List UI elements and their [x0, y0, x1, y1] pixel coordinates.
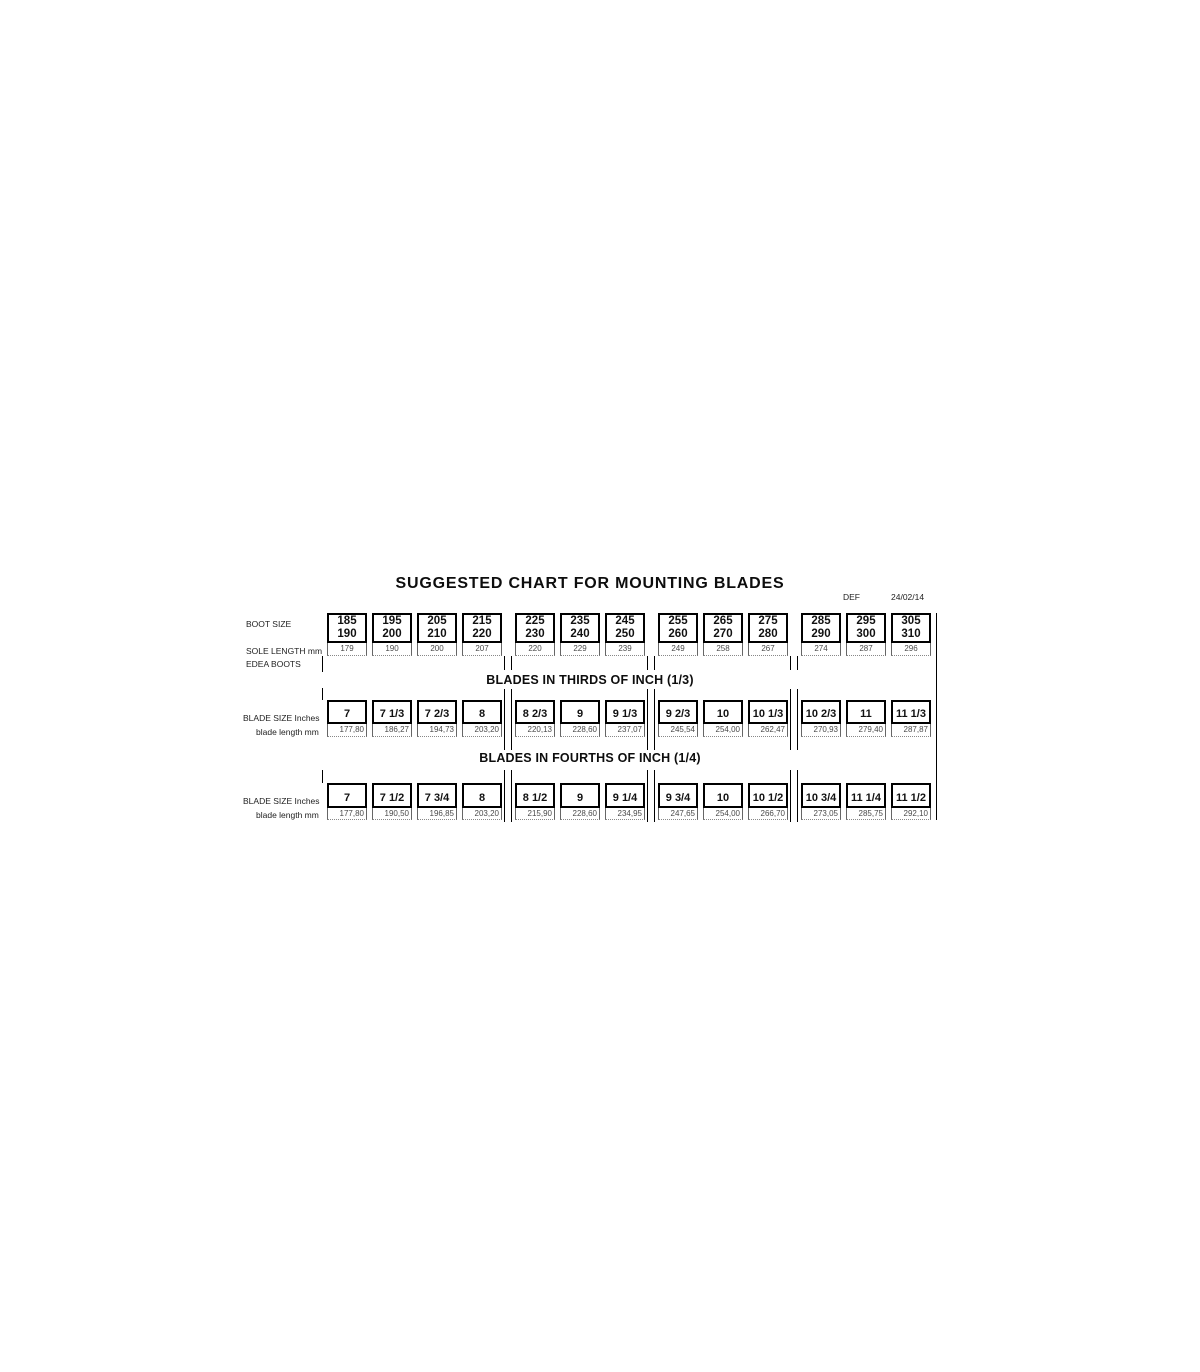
sole-length-cell: 258: [703, 643, 743, 656]
blade-size-cell-fourths: 7 3/4: [417, 783, 457, 808]
blade-length-cell-thirds: 287,87: [891, 724, 931, 737]
boot-size-cell: [372, 613, 412, 643]
group-divider-line: [797, 689, 798, 750]
blade-length-cell-fourths: 273,05: [801, 808, 841, 820]
blade-size-cell-thirds: 7 2/3: [417, 700, 457, 724]
group-divider-line: [511, 656, 512, 670]
boot-size-cell: [462, 613, 502, 643]
boot-size-top: 285: [811, 615, 831, 627]
boot-size-bottom: 280: [758, 628, 778, 640]
group-divider-line: [790, 770, 791, 822]
boot-size-top: 235: [570, 615, 590, 627]
boot-size-bottom: 190: [337, 628, 357, 640]
boot-size-top: 305: [901, 615, 921, 627]
blade-length-cell-thirds: 279,40: [846, 724, 886, 737]
blade-length-row-label-thirds: blade length mm: [256, 727, 319, 737]
blade-length-cell-thirds: 194,73: [417, 724, 457, 737]
boot-size-bottom: 250: [615, 628, 635, 640]
blade-size-cell-fourths: 10 1/2: [748, 783, 788, 808]
blade-size-cell-fourths: 7: [327, 783, 367, 808]
sole-length-cell: 179: [327, 643, 367, 656]
blade-length-cell-fourths: 266,70: [748, 808, 788, 820]
sole-length-cell: 200: [417, 643, 457, 656]
blade-length-cell-fourths: 234,95: [605, 808, 645, 820]
page-title: SUGGESTED CHART FOR MOUNTING BLADES: [395, 575, 785, 592]
blade-size-cell-thirds: 9 2/3: [658, 700, 698, 724]
blade-size-cell-fourths: 7 1/2: [372, 783, 412, 808]
blade-size-cell-fourths: 10 3/4: [801, 783, 841, 808]
group-divider-line: [511, 770, 512, 822]
blade-size-row-label-fourths: BLADE SIZE Inches: [243, 796, 320, 806]
boot-size-cell: [327, 613, 367, 643]
blade-size-cell-fourths: 11 1/4: [846, 783, 886, 808]
boot-size-bottom: 270: [713, 628, 733, 640]
edea-boots-row-label: EDEA BOOTS: [246, 659, 301, 669]
boot-size-cell: [515, 613, 555, 643]
blade-length-row-thirds: [327, 724, 931, 737]
blade-length-row-fourths: [327, 808, 931, 820]
group-divider-line: [511, 689, 512, 750]
boot-size-top: 215: [472, 615, 492, 627]
thirds-section-title: BLADES IN THIRDS OF INCH (1/3): [486, 673, 694, 687]
blade-length-cell-thirds: 262,47: [748, 724, 788, 737]
boot-size-bottom: 300: [856, 628, 876, 640]
group-divider-line: [647, 770, 648, 822]
sole-length-cell: 190: [372, 643, 412, 656]
blade-length-cell-thirds: 220,13: [515, 724, 555, 737]
boot-size-bottom: 200: [382, 628, 402, 640]
left-border-line: [322, 770, 323, 783]
boot-size-cell: [748, 613, 788, 643]
boot-size-row: [327, 613, 931, 643]
group-divider-line: [797, 656, 798, 670]
sole-length-cell: 207: [462, 643, 502, 656]
group-divider-line: [504, 656, 505, 670]
boot-size-cell: [658, 613, 698, 643]
blade-length-cell-fourths: 196,85: [417, 808, 457, 820]
boot-size-cell: [703, 613, 743, 643]
group-divider-line: [654, 656, 655, 670]
group-divider-line: [647, 689, 648, 750]
boot-size-cell: [891, 613, 931, 643]
blade-size-cell-thirds: 7 1/3: [372, 700, 412, 724]
sole-length-cell: 274: [801, 643, 841, 656]
revision-date: 24/02/14: [891, 592, 925, 602]
blade-size-cell-fourths: 8: [462, 783, 502, 808]
blade-size-cell-thirds: 10: [703, 700, 743, 724]
boot-size-bottom: 210: [427, 628, 447, 640]
blade-length-cell-thirds: 270,93: [801, 724, 841, 737]
boot-size-bottom: 220: [472, 628, 492, 640]
sole-length-cell: 296: [891, 643, 931, 656]
blade-size-cell-thirds: 9: [560, 700, 600, 724]
boot-size-bottom: 240: [570, 628, 590, 640]
blade-length-cell-fourths: 177,80: [327, 808, 367, 820]
sole-length-cell: 287: [846, 643, 886, 656]
group-divider-line: [647, 656, 648, 670]
boot-size-cell: [846, 613, 886, 643]
boot-size-top: 265: [713, 615, 733, 627]
blade-size-cell-fourths: 11 1/2: [891, 783, 931, 808]
boot-size-top: 275: [758, 615, 778, 627]
fourths-section-title: BLADES IN FOURTHS OF INCH (1/4): [479, 751, 701, 765]
blade-length-cell-thirds: 203,20: [462, 724, 502, 737]
left-border-line: [322, 688, 323, 700]
boot-size-top: 205: [427, 615, 447, 627]
group-divider-line: [797, 770, 798, 822]
blade-size-cell-fourths: 9 3/4: [658, 783, 698, 808]
sole-length-cell: 267: [748, 643, 788, 656]
revision-code: DEF: [843, 592, 860, 602]
blade-length-cell-thirds: 228,60: [560, 724, 600, 737]
sole-length-cell: 249: [658, 643, 698, 656]
sole-length-cell: 220: [515, 643, 555, 656]
sole-length-row: [327, 643, 931, 656]
blade-length-cell-thirds: 245,54: [658, 724, 698, 737]
blade-size-cell-fourths: 10: [703, 783, 743, 808]
sole-length-cell: 239: [605, 643, 645, 656]
group-divider-line: [790, 689, 791, 750]
blade-size-cell-thirds: 8: [462, 700, 502, 724]
boot-size-top: 295: [856, 615, 876, 627]
blade-length-row-label-fourths: blade length mm: [256, 810, 319, 820]
blade-length-cell-fourths: 228,60: [560, 808, 600, 820]
boot-size-cell: [560, 613, 600, 643]
blade-length-cell-thirds: 254,00: [703, 724, 743, 737]
blade-length-cell-fourths: 215,90: [515, 808, 555, 820]
blade-length-cell-fourths: 203,20: [462, 808, 502, 820]
boot-size-cell: [417, 613, 457, 643]
boot-size-top: 255: [668, 615, 688, 627]
blade-size-row-label-thirds: BLADE SIZE Inches: [243, 713, 320, 723]
blade-length-cell-thirds: 186,27: [372, 724, 412, 737]
blade-size-row-fourths: [327, 783, 931, 808]
blade-size-row-thirds: [327, 700, 931, 724]
boot-size-bottom: 290: [811, 628, 831, 640]
blade-length-cell-fourths: 285,75: [846, 808, 886, 820]
blade-length-cell-fourths: 190,50: [372, 808, 412, 820]
group-divider-line: [790, 656, 791, 670]
blade-length-cell-fourths: 254,00: [703, 808, 743, 820]
boot-size-top: 195: [382, 615, 402, 627]
blade-length-cell-thirds: 237,07: [605, 724, 645, 737]
boot-size-top: 185: [337, 615, 357, 627]
group-divider-line: [504, 689, 505, 750]
group-divider-line: [654, 689, 655, 750]
blade-length-cell-thirds: 177,80: [327, 724, 367, 737]
blade-size-cell-fourths: 8 1/2: [515, 783, 555, 808]
blade-size-cell-thirds: 11 1/3: [891, 700, 931, 724]
blade-size-cell-thirds: 11: [846, 700, 886, 724]
blade-size-cell-thirds: 7: [327, 700, 367, 724]
boot-size-row-label: BOOT SIZE: [246, 619, 292, 629]
sole-length-cell: 229: [560, 643, 600, 656]
blade-size-cell-thirds: 8 2/3: [515, 700, 555, 724]
boot-size-bottom: 310: [901, 628, 921, 640]
blade-length-cell-fourths: 247,65: [658, 808, 698, 820]
blade-size-cell-thirds: 10 1/3: [748, 700, 788, 724]
boot-size-top: 245: [615, 615, 635, 627]
sole-length-row-label: SOLE LENGTH mm: [246, 646, 323, 656]
boot-size-cell: [801, 613, 841, 643]
blade-size-cell-thirds: 10 2/3: [801, 700, 841, 724]
blade-length-cell-fourths: 292,10: [891, 808, 931, 820]
left-border-line: [322, 656, 323, 672]
boot-size-bottom: 260: [668, 628, 688, 640]
blade-size-cell-fourths: 9 1/4: [605, 783, 645, 808]
blade-size-cell-thirds: 9 1/3: [605, 700, 645, 724]
blade-size-cell-fourths: 9: [560, 783, 600, 808]
group-divider-line: [504, 770, 505, 822]
right-border-line: [936, 613, 937, 820]
boot-size-cell: [605, 613, 645, 643]
boot-size-top: 225: [525, 615, 545, 627]
group-divider-line: [654, 770, 655, 822]
boot-size-bottom: 230: [525, 628, 545, 640]
